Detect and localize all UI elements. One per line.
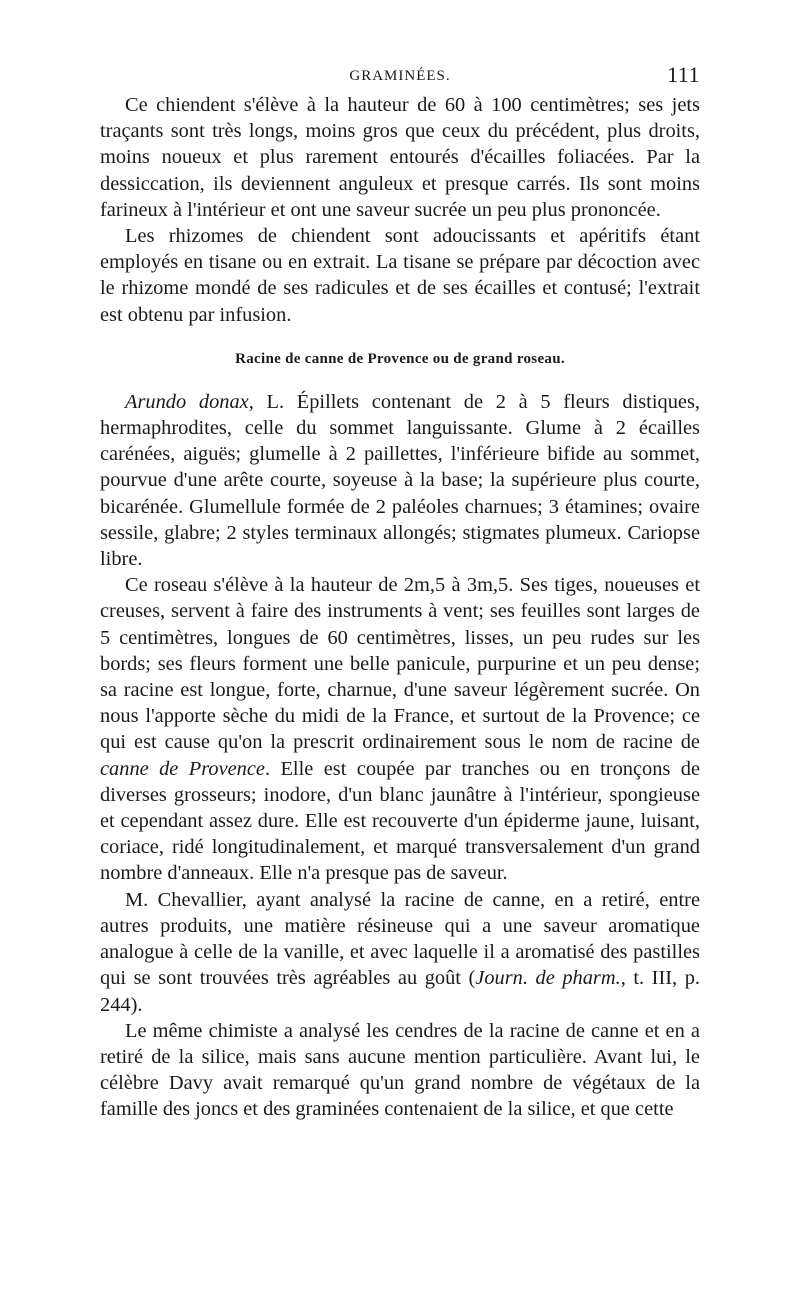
page-number: 111 xyxy=(667,62,700,87)
paragraph-chevallier-analysis xyxy=(100,887,700,1018)
paragraph-chiendent-uses: Les rhizomes de chiendent sont adoucissants et apéritifs étant employés en tisane ou en extrait. La tisane se prépare par décoction avec le rhizome mondé de ses radicules et de ses écailles et contusé; l'extrait est obtenu par infusion. xyxy=(100,225,700,326)
paragraph-silice: Le même chimiste a analysé les cendres de la racine de canne et en a retiré de la silice, mais sans aucune mention particulière. Avant lui, le célèbre Davy avait remarqué qu'un grand nombre de végétaux de la famille des joncs et des graminées contenaient de la silice, et que cette xyxy=(100,1019,700,1121)
paragraph-chiendent-description: Ce chiendent s'élève à la hauteur de 60 à 100 centimètres; ses jets traçants sont très longs, moins gros que ceux du précédent, plus droits, moins noueux et plus rarement entourés d'écailles foliacées. Par la dessiccation, ils deviennent anguleux et presque carrés. Ils sont moins farineux à l'intérieur et ont une saveur sucrée un peu plus prononcée. xyxy=(100,94,700,221)
paragraph-roseau-description xyxy=(100,572,700,886)
citation-journal: Journ. de pharm. xyxy=(475,967,621,990)
paragraph-arundo-botanical xyxy=(100,389,700,572)
latin-name: Arundo donax xyxy=(125,390,249,413)
section-heading: Racine de canne de Provence ou de grand roseau. xyxy=(235,350,565,367)
running-head xyxy=(100,60,700,92)
italic-term: canne de Provence xyxy=(100,757,265,780)
paragraph-text: Ce roseau s'élève à la hauteur de 2m,5 à 3m,5. Ses tiges, noueuses et creuses, servent à faire des instruments à vent; ses feuilles sont larges de 5 centimètres, longues de 60 centimètres, lisses, un peu rudes sur les bords; ses fleurs forment une belle panicule, purpurine et un peu dense; sa racine est longue, forte, charnue, d'une saveur légèrement sucrée. On nous l'apporte sèche du midi de la France, et surtout de la Provence; ce qui est cause qu'on la prescrit ordinairement sous le nom de racine de xyxy=(100,574,700,754)
paragraph-text: , t. III, p. 244). xyxy=(100,967,700,1016)
paragraph-text: , L. Épillets contenant de 2 à 5 fleurs distiques, hermaphrodites, celle du sommet languissante. Glume à 2 écailles carénées, aiguës; glumelle à 2 paillettes, l'inférieure bifide au sommet, pourvue d'une arête courte, soyeuse à la base; la supérieure plus courte, bicarénée. Glumellule formée de 2 paléoles charnues; 3 étamines; ovaire sessile, glabre; 2 styles terminaux allongés; stigmates plumeux. Cariopse libre. xyxy=(100,390,700,571)
paragraph-text: M. Chevallier, ayant analysé la racine de canne, en a retiré, entre autres produits, une matière résineuse qui a une saveur aromatique analogue à celle de la vanille, et avec laquelle il a aromatisé des pastilles qui se sont trouvées très agréables au goût ( xyxy=(100,888,700,990)
running-title: GRAMINÉES. xyxy=(349,68,451,84)
book-page xyxy=(100,60,700,1123)
paragraph-text: . Elle est coupée par tranches ou en tronçons de diverses grosseurs; inodore, d'un blanc jaunâtre à l'intérieur, spongieuse et cependant assez dure. Elle est recouverte d'un épiderme jaune, luisant, coriace, ridé longitudinalement, et marqué transversalement d'un grand nombre d'anneaux. Elle n'a presque pas de saveur. xyxy=(100,757,700,885)
